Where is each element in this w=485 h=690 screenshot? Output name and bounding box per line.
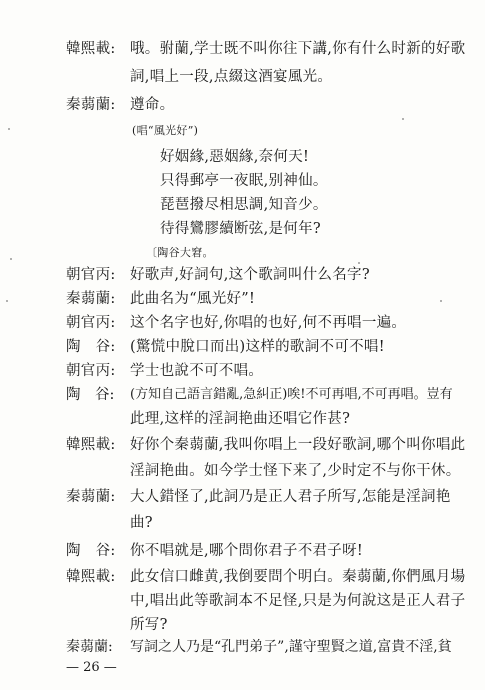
scan-speck — [10, 258, 12, 260]
dialogue-text: 这个名字也好,你唱的也好,何不再唱一遍。 — [130, 315, 407, 331]
speaker-label: 朝官丙: — [66, 363, 116, 379]
dialogue-text: 大人錯怪了,此詞乃是正人君子所写,怎能是淫詞艳 — [130, 489, 451, 505]
dialogue-text: 所写? — [130, 617, 168, 633]
lyric-text: 只得郵亭一夜眠,别神仙。 — [160, 173, 328, 189]
lyric-text: 待得鸞膠續断弦,是何年? — [160, 221, 321, 237]
dialogue-text: 此曲名为“風光好”! — [130, 291, 256, 307]
scan-speck — [358, 262, 360, 264]
speaker-label: 秦蒻蘭: — [66, 489, 116, 505]
speaker-label: 陶 谷: — [66, 387, 115, 403]
speaker-label: 陶 谷: — [66, 339, 116, 355]
dialogue-text: 哦。驸蘭,学士既不叫你往下講,你有什么时新的好歌 — [130, 41, 466, 57]
page-number: — 26 — — [66, 660, 117, 675]
dialogue-text: 詞,唱上一段,点綴这酒宴風光。 — [130, 69, 333, 85]
dialogue-text: 中,唱出此等歌詞本不足怪,只是为何說这是正人君子 — [130, 593, 466, 609]
dialogue-text: 此女信口雌黄,我倒要問个明白。秦蒻蘭,你們風月場 — [130, 569, 466, 585]
stage-direction-text: (唱“風光好”) — [132, 124, 199, 137]
dialogue-text: 淫詞艳曲。如今学士怪下来了,少时定不与你干休。 — [130, 463, 461, 479]
dialogue-text: (方知自己語言錯亂,急糾正)唉!不可再唱,不可再唱。豈有 — [130, 387, 453, 402]
dialogue-text: 遵命。 — [130, 97, 175, 113]
speaker-label: 秦蒻蘭: — [66, 639, 113, 655]
scan-speck — [6, 300, 8, 302]
dialogue-text: (驚慌中脫口而出)这样的歌詞不可不唱! — [130, 339, 385, 355]
speaker-label: 韓熙載: — [66, 569, 116, 585]
dialogue-text: 此理,这样的淫詞艳曲还唱它作甚? — [130, 411, 351, 427]
scan-speck — [440, 300, 442, 302]
dialogue-text: 好你个秦蒻蘭,我叫你唱上一段好歌詞,哪个叫你唱此 — [130, 437, 466, 453]
speaker-label: 朝官丙: — [66, 315, 116, 331]
lyric-text: 好姻緣,惡姻緣,奈何天! — [160, 149, 310, 165]
dialogue-text: 曲? — [130, 515, 153, 531]
scan-speck — [402, 118, 404, 120]
speaker-label: 韓熙載: — [66, 41, 116, 57]
scan-speck — [8, 128, 10, 130]
speaker-label: 秦蒻蘭: — [66, 291, 116, 307]
speaker-label: 朝官丙: — [66, 267, 116, 283]
speaker-label: 陶 谷: — [66, 543, 116, 559]
stage-direction-text: 〔陶谷大窘。 — [146, 246, 214, 259]
dialogue-text: 你不唱就是,哪个問你君子不君子呀! — [130, 543, 364, 559]
lyric-text: 琵琶撥尽相思調,知音少。 — [160, 197, 328, 213]
speaker-label: 韓熙載: — [66, 437, 116, 453]
dialogue-text: 好歌声,好詞句,这个歌詞叫什么名字? — [130, 267, 370, 283]
speaker-label: 秦蒻蘭: — [66, 97, 116, 113]
dialogue-text: 写詞之人乃是“孔門弟子”,謹守聖賢之道,富貴不淫,貧 — [130, 639, 452, 655]
dialogue-text: 学士也說不可不唱。 — [130, 363, 264, 379]
